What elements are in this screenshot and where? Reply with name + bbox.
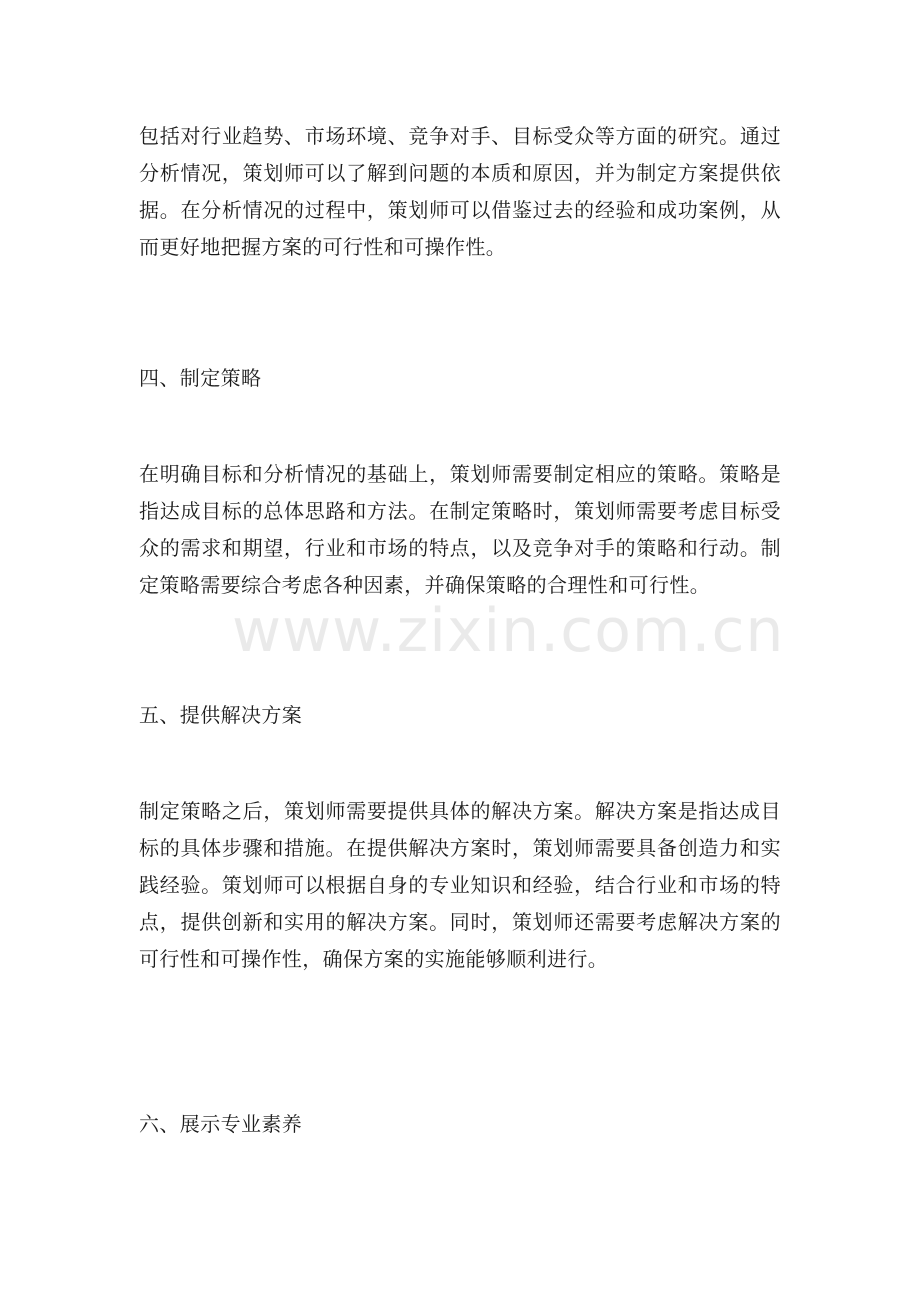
paragraph-strategy: 在明确目标和分析情况的基础上，策划师需要制定相应的策略。策略是指达成目标的总体思路和方法。在制定策略时，策划师需要考虑目标受众的需求和期望，行业和市场的特点，以及竞争对手的策略和行动。制定策略需要综合考虑各种因素，并确保策略的合理性和可行性。 xyxy=(139,462,781,597)
watermark-text: www.zixin.com.cn xyxy=(232,596,785,666)
paragraph-analysis: 包括对行业趋势、市场环境、竞争对手、目标受众等方面的研究。通过分析情况，策划师可以了解到问题的本质和原因，并为制定方案提供依据。在分析情况的过程中，策划师可以借鉴过去的经验和成功案例，从而更好地把握方案的可行性和可操作性。 xyxy=(139,124,781,259)
section-heading-4: 四、制定策略 xyxy=(139,366,262,390)
paragraph-solution: 制定策略之后，策划师需要提供具体的解决方案。解决方案是指达成目标的具体步骤和措施。在提供解决方案时，策划师需要具备创造力和实践经验。策划师可以根据自身的专业知识和经验，结合行业和市场的特点，提供创新和实用的解决方案。同时，策划师还需要考虑解决方案的可行性和可操作性，确保方案的实施能够顺利进行。 xyxy=(139,799,781,971)
section-heading-6: 六、展示专业素养 xyxy=(139,1112,303,1136)
section-heading-5: 五、提供解决方案 xyxy=(139,703,303,727)
